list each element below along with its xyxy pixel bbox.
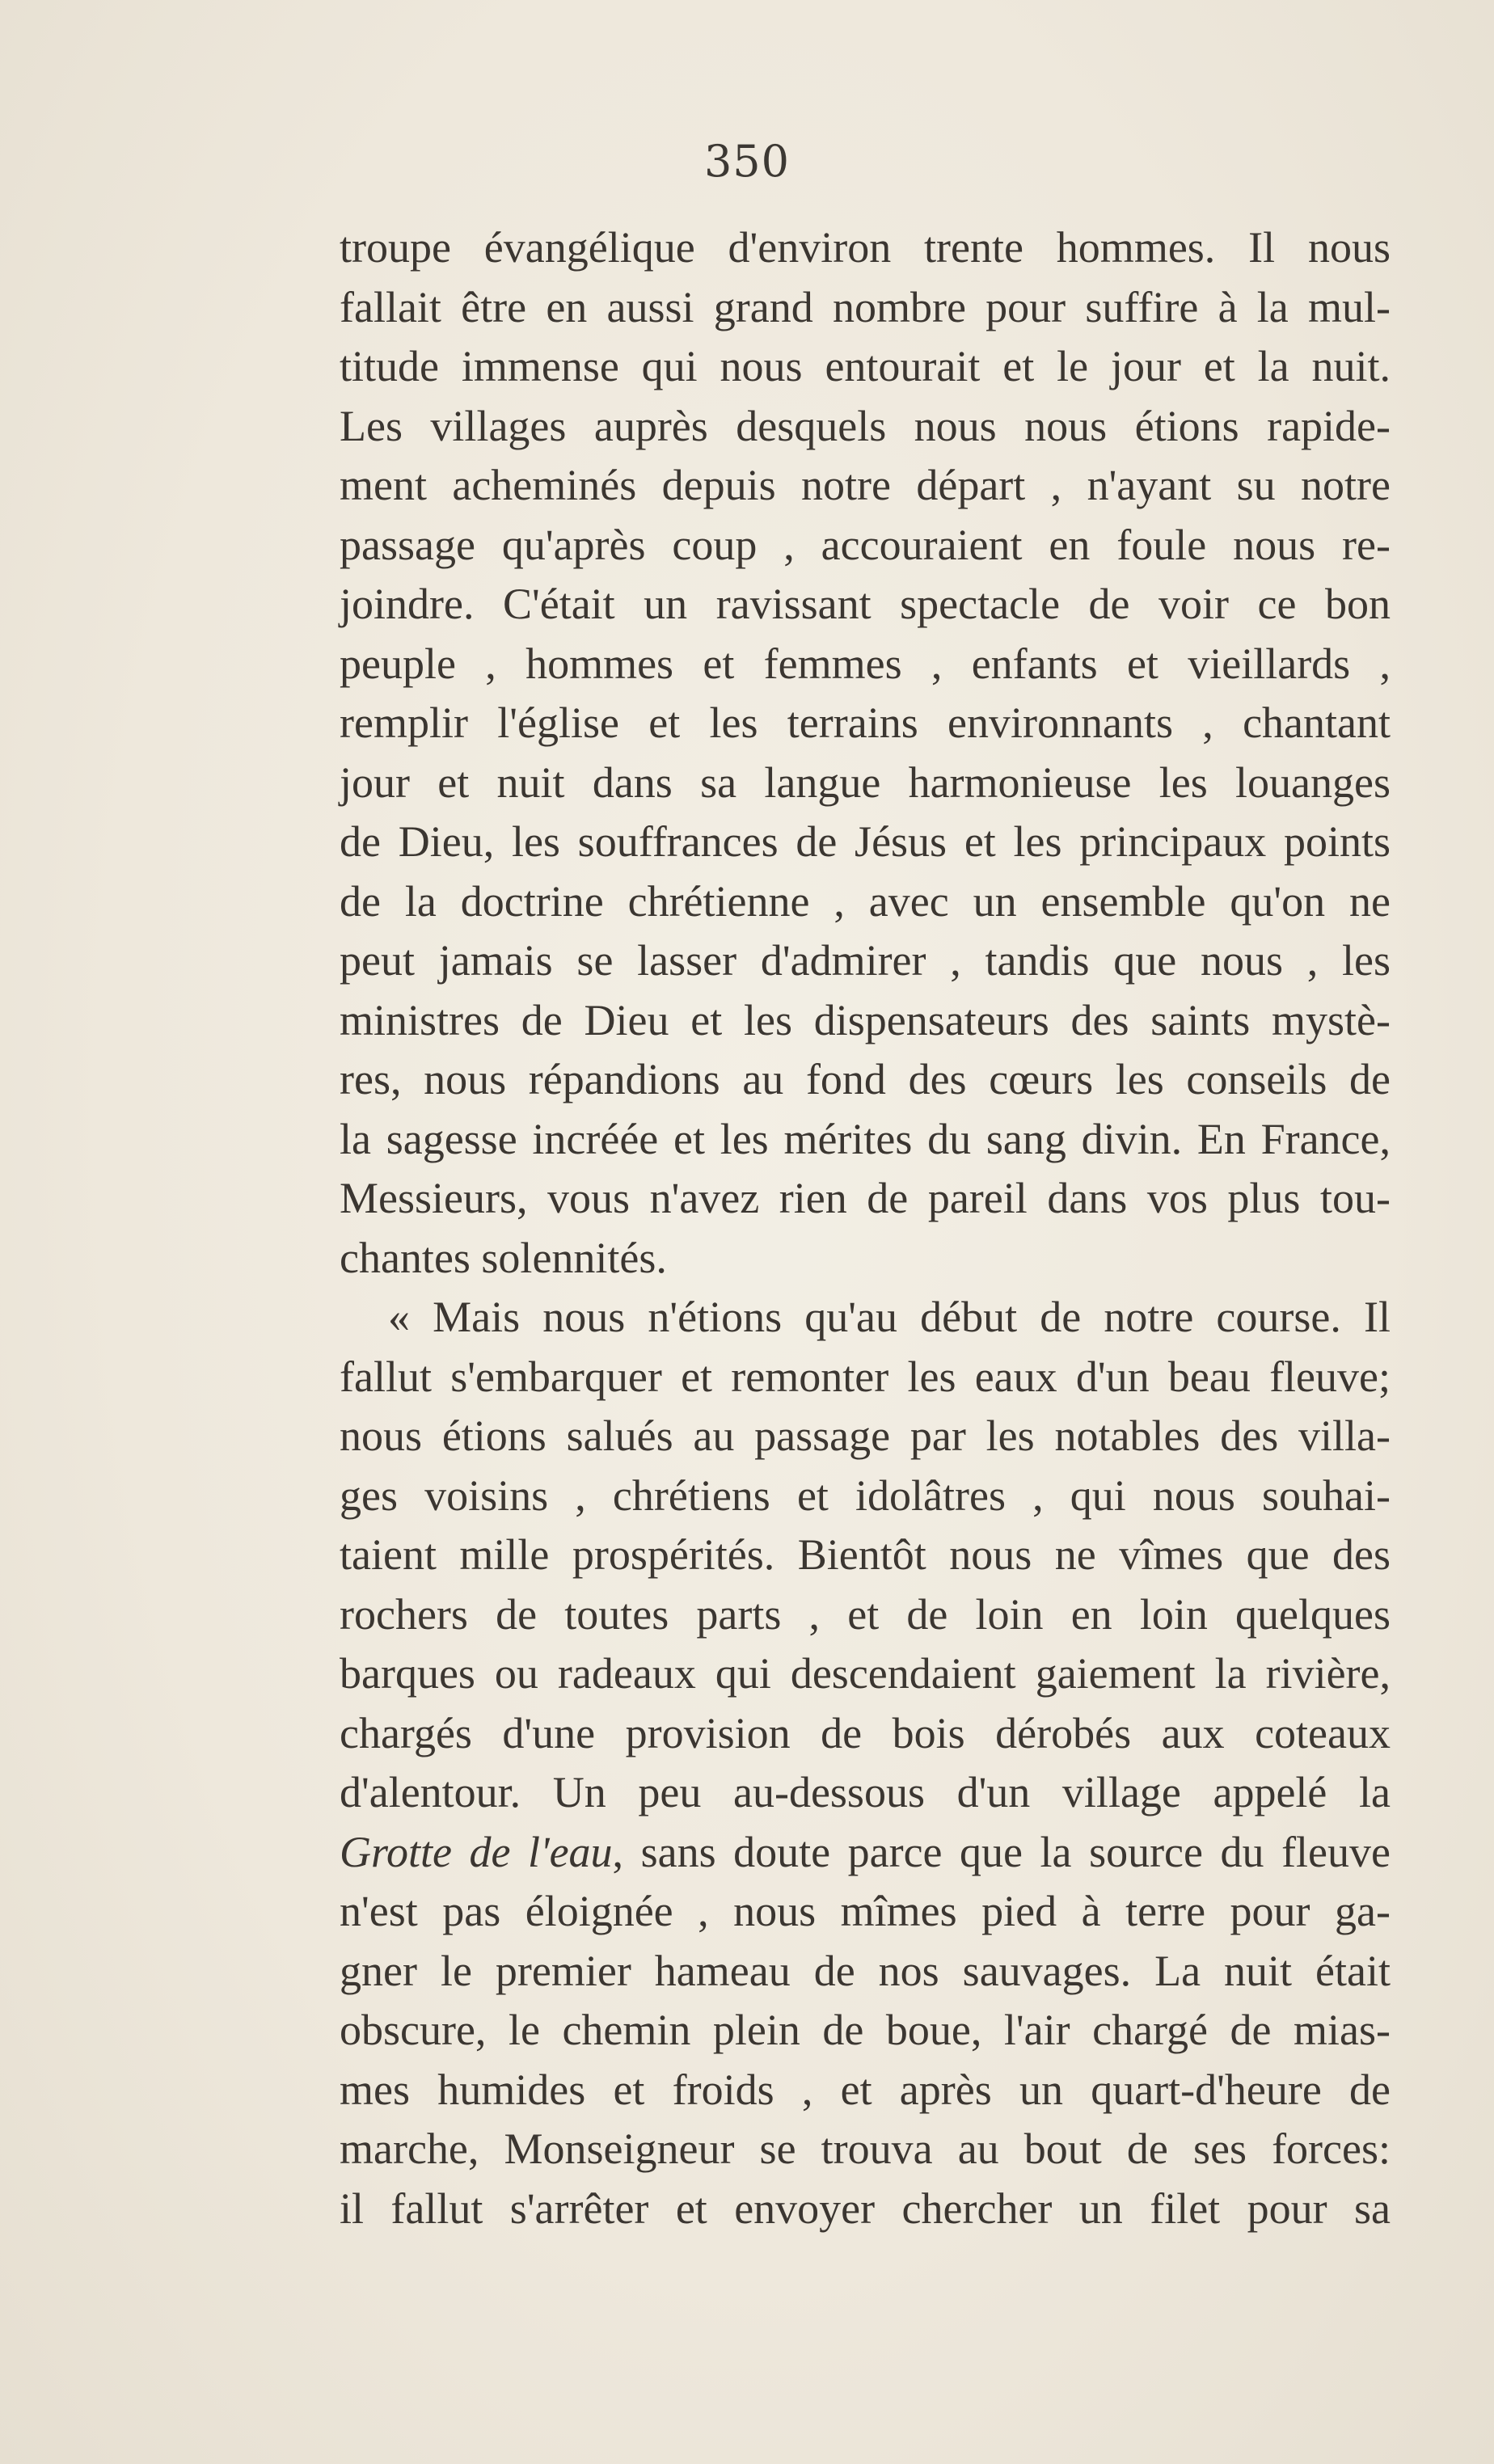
text-line: rochers de toutes parts , et de loin en loin quelques bbox=[340, 1589, 1391, 1639]
text-line: obscure, le chemin plein de boue, l'air chargé de mias- bbox=[340, 2006, 1391, 2054]
page-number: 350 bbox=[703, 136, 791, 187]
text-line: ges voisins , chrétiens et idolâtres , qui nous souhai- bbox=[340, 1470, 1391, 1520]
text-line: n'est pas éloignée , nous mîmes pied à terre pour ga- bbox=[340, 1887, 1391, 1935]
text-line: fallait être en aussi grand nombre pour suffire à la mul- bbox=[340, 282, 1391, 331]
text-line: troupe évangélique d'environ trente hommes. Il nous bbox=[340, 223, 1391, 272]
text-line: passage qu'après coup , accouraient en foule nous re- bbox=[340, 520, 1391, 569]
text-line-rest: , sans doute parce que la source du fleuve bbox=[612, 1827, 1391, 1876]
text-line: ment acheminés depuis notre départ , n'ayant su notre bbox=[340, 461, 1391, 509]
text-line: mes humides et froids , et après un quart-d'heure de bbox=[340, 2065, 1391, 2114]
text-line: chantes solennités. bbox=[340, 1233, 667, 1282]
text-line: barques ou radeaux qui descendaient gaiement la rivière, bbox=[340, 1649, 1391, 1698]
text-line: il fallut s'arrêter et envoyer chercher un filet pour sa bbox=[340, 2183, 1391, 2233]
text-line: la sagesse incréée et les mérites du sang divin. En France, bbox=[340, 1114, 1391, 1163]
text-line: taient mille prospérités. Bientôt nous ne vîmes que des bbox=[340, 1530, 1391, 1579]
text-line: peuple , hommes et femmes , enfants et vieillards , bbox=[340, 639, 1391, 688]
text-line: de la doctrine chrétienne , avec un ensemble qu'on ne bbox=[340, 876, 1391, 926]
text-line: de Dieu, les souffrances de Jésus et les principaux points bbox=[340, 817, 1391, 866]
body-text bbox=[340, 218, 1391, 2238]
text-line: ministres de Dieu et les dispensateurs des saints mystè- bbox=[340, 995, 1391, 1044]
text-line: res, nous répandions au fond des cœurs les conseils de bbox=[340, 1055, 1391, 1103]
text-line: jour et nuit dans sa langue harmonieuse les louanges bbox=[340, 757, 1391, 807]
italic-place-name: Grotte de l'eau bbox=[340, 1827, 613, 1876]
text-line: d'alentour. Un peu au-dessous d'un village appelé la bbox=[340, 1768, 1391, 1816]
text-line: nous étions salués au passage par les notables des villa- bbox=[340, 1411, 1391, 1460]
text-line: gner le premier hameau de nos sauvages. La nuit était bbox=[340, 1946, 1391, 1995]
text-line: Les villages auprès desquels nous nous étions rapide- bbox=[340, 401, 1391, 450]
text-line: « Mais nous n'étions qu'au début de notre course. Il bbox=[388, 1293, 1391, 1341]
text-line bbox=[340, 1823, 1391, 1883]
text-line: remplir l'église et les terrains environnants , chantant bbox=[340, 698, 1391, 747]
text-line: chargés d'une provision de bois dérobés aux coteaux bbox=[340, 1708, 1391, 1757]
text-line: peut jamais se lasser d'admirer , tandis que nous , les bbox=[340, 936, 1391, 985]
text-line: fallut s'embarquer et remonter les eaux d'un beau fleuve; bbox=[340, 1352, 1391, 1401]
text-line: joindre. C'était un ravissant spectacle de voir ce bon bbox=[340, 580, 1391, 628]
text-line: titude immense qui nous entourait et le jour et la nuit. bbox=[340, 342, 1391, 390]
text-line: Messieurs, vous n'avez rien de pareil dans vos plus tou- bbox=[340, 1174, 1391, 1222]
text-line: marche, Monseigneur se trouva au bout de ses forces: bbox=[340, 2124, 1391, 2173]
